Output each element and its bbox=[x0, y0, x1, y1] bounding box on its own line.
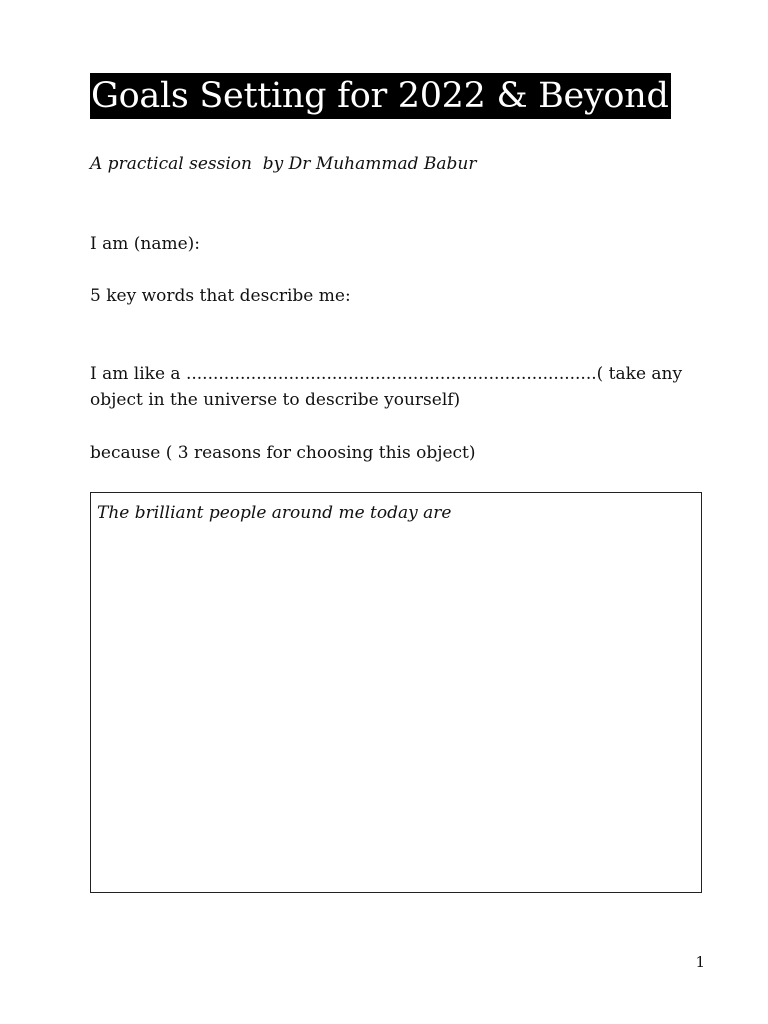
keywords-prompt: 5 key words that describe me: bbox=[90, 286, 351, 306]
document-subtitle: A practical session by Dr Muhammad Babur bbox=[90, 154, 477, 174]
page-number: 1 bbox=[695, 953, 705, 971]
reasons-prompt: because ( 3 reasons for choosing this object) bbox=[90, 443, 476, 463]
object-prompt: I am like a ............................................................................( take any object in the universe to describe yourself) bbox=[90, 364, 683, 410]
brilliant-people-box bbox=[90, 492, 702, 893]
brilliant-people-label: The brilliant people around me today are bbox=[97, 503, 452, 523]
name-prompt: I am (name): bbox=[90, 234, 201, 254]
document-title: Goals Setting for 2022 & Beyond bbox=[90, 73, 671, 119]
